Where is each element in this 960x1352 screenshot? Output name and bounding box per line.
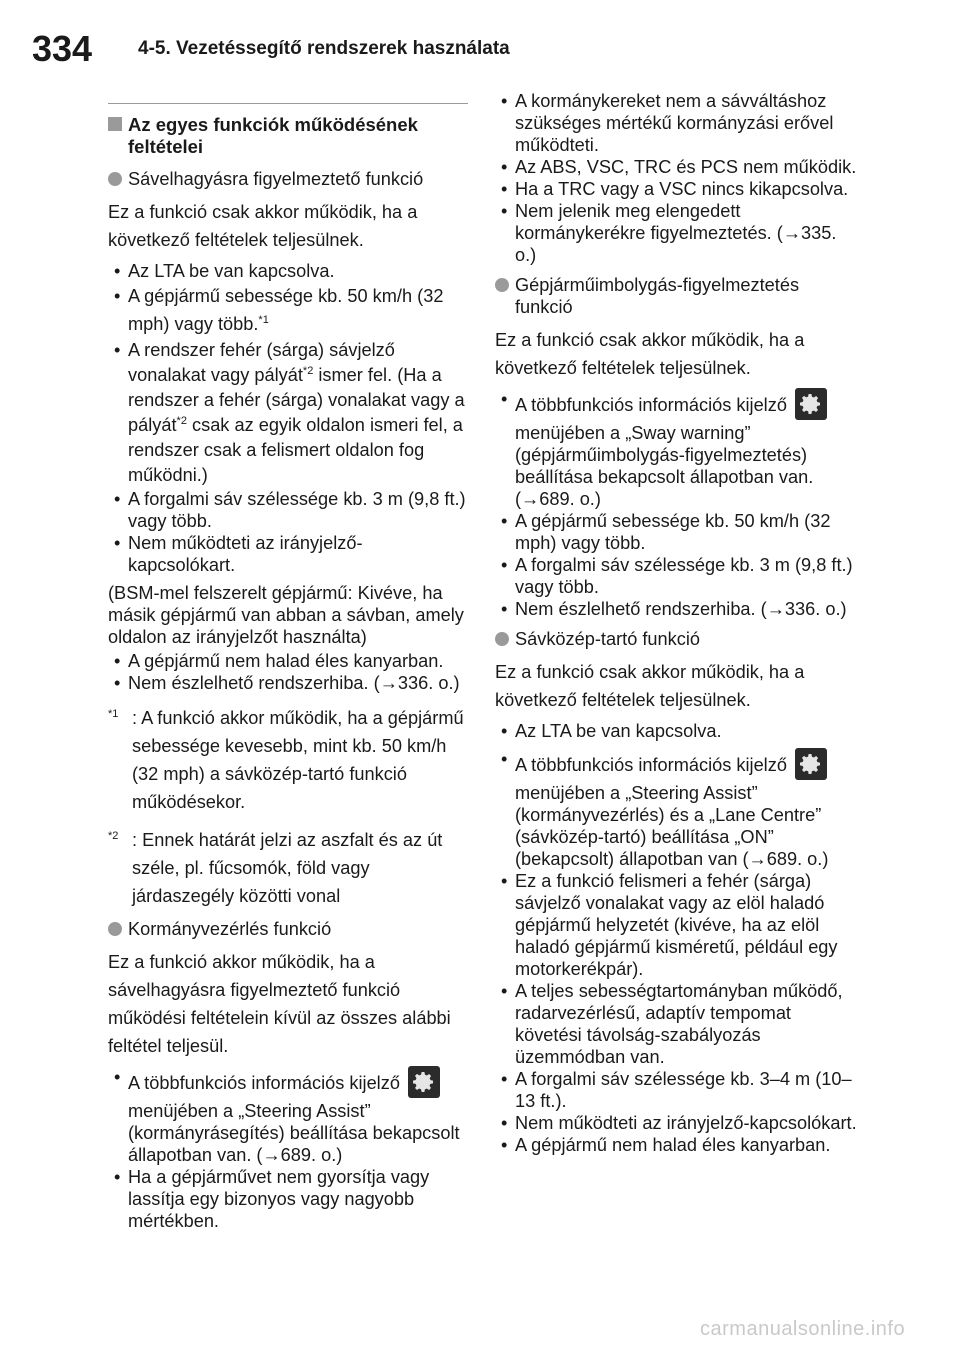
- list-item: • Az LTA be van kapcsolva.: [108, 260, 468, 282]
- list-item: • A teljes sebességtartományban működő, radarvezérlésű, adaptív tempomat követési távolság-szabályozás üzemmódban van.: [495, 980, 860, 1068]
- gear-icon: [795, 388, 827, 420]
- paragraph: (BSM-mel felszerelt gépjármű: Kivéve, ha másik gépjármű van abban a sávban, amely oldalon az irányjelzőt használta): [108, 583, 464, 647]
- circle-bullet-icon: [495, 632, 509, 646]
- section-title: Az egyes funkciók működésének feltételei: [108, 114, 468, 158]
- list-item: • A többfunkciós információs kijelző menüjében a „Steering Assist” (kormányrásegítés) beállítása bekapcsolt állapotban van. (→689. o.): [108, 1066, 468, 1166]
- list-item: • Nem észlelhető rendszerhiba. (→336. o.): [108, 672, 468, 694]
- left-column: [108, 90, 468, 1238]
- footnote: $^{*2}$ : Ennek határát jelzi az aszfalt és az út széle, pl. fűcsomók, föld vagy járdaszegély közötti vonal: [108, 829, 443, 906]
- list-item: • A többfunkciós információs kijelző menüjében a „Sway warning” (gépjárműimbolygás-figyelmeztetés) beállítása bekapcsolt állapotban van. (→689. o.): [495, 388, 860, 510]
- list-item: • Nem jelenik meg elengedett kormánykerékre figyelmeztetés. (→335. o.): [495, 200, 860, 266]
- paragraph: Ez a funkció csak akkor működik, ha a következő feltételek teljesülnek.: [495, 330, 805, 378]
- list-item: • A többfunkciós információs kijelző menüjében a „Steering Assist” (kormányvezérlés) és a „Lane Centre” (sávközép-tartó) beállítása „ON” (bekapcsolt) állapotban van (→689. o.): [495, 748, 860, 870]
- list-item: • A rendszer fehér (sárga) sávjelző vonalakat vagy pályát$^{*2}$ ismer fel. (Ha a rendszer a fehér (sárga) vonalakat vagy a pályát$^{*2}$ csak az egyik oldalon ismeri fel, a rendszer csak a felismert oldalon fog működni.): [108, 338, 468, 488]
- footnote-ref: *2: [176, 414, 187, 427]
- paragraph: Ez a funkció akkor működik, ha a sávelhagyásra figyelmeztető funkció működési feltételein kívül az összes alábbi feltétel teljesül.: [108, 952, 451, 1056]
- list-item: • Az LTA be van kapcsolva.: [495, 720, 860, 742]
- list-item: • Ez a funkció felismeri a fehér (sárga) sávjelző vonalakat vagy az elöl haladó gépjármű helyzetét (kivéve, ha az elöl haladó gépjármű kisméretű, például egy motorkerékpár).: [495, 870, 860, 980]
- condition-list: [495, 720, 860, 1156]
- circle-bullet-icon: [108, 922, 122, 936]
- list-item: • A gépjármű nem halad éles kanyarban.: [108, 650, 468, 672]
- chapter-title: 4-5. Vezetéssegítő rendszerek használata: [138, 38, 510, 59]
- gear-icon: [795, 748, 827, 780]
- subsection-title-lane-departure: Sávelhagyásra figyelmeztető funkció: [108, 168, 468, 190]
- condition-list: [495, 90, 860, 266]
- footnote: $^{*1}$ : A funkció akkor működik, ha a gépjármű sebessége kevesebb, mint kb. 50 km/h (32 mph) a sávközép-tartó funkció működésekor.: [108, 707, 464, 812]
- page-number: 334: [32, 28, 93, 69]
- paragraph: Ez a funkció csak akkor működik, ha a következő feltételek teljesülnek.: [108, 202, 418, 250]
- right-column: [495, 90, 860, 1162]
- gear-icon: [408, 1066, 440, 1098]
- square-bullet-icon: [108, 117, 122, 131]
- list-item: • A gépjármű nem halad éles kanyarban.: [495, 1134, 860, 1156]
- divider: [108, 103, 468, 104]
- list-item: • A forgalmi sáv szélessége kb. 3–4 m (10–13 ft.).: [495, 1068, 860, 1112]
- list-item: • Ha a TRC vagy a VSC nincs kikapcsolva.: [495, 178, 860, 200]
- list-item: • A forgalmi sáv szélessége kb. 3 m (9,8 ft.) vagy több.: [495, 554, 860, 598]
- page-header: [0, 0, 960, 100]
- list-item: • Nem működteti az irányjelző-kapcsolókart.: [108, 532, 468, 576]
- list-item: • Ha a gépjárművet nem gyorsítja vagy lassítja egy bizonyos vagy nagyobb mértékben.: [108, 1166, 468, 1232]
- subsection-title-lane-centre: Sávközép-tartó funkció: [495, 628, 860, 650]
- list-item: • A gépjármű sebessége kb. 50 km/h (32 mph) vagy több.: [495, 510, 860, 554]
- condition-list: [108, 1066, 468, 1232]
- list-item: • Nem észlelhető rendszerhiba. (→336. o.): [495, 598, 860, 620]
- list-item: • A forgalmi sáv szélessége kb. 3 m (9,8 ft.) vagy több.: [108, 488, 468, 532]
- list-item: • Az ABS, VSC, TRC és PCS nem működik.: [495, 156, 860, 178]
- footnote-ref: *2: [302, 364, 314, 377]
- list-item: • Nem működteti az irányjelző-kapcsolókart.: [495, 1112, 860, 1134]
- condition-list: [495, 388, 860, 620]
- footnote-ref: *1: [258, 313, 269, 326]
- subsection-title-steering: Kormányvezérlés funkció: [108, 918, 468, 940]
- circle-bullet-icon: [108, 172, 122, 186]
- condition-list: [108, 260, 468, 576]
- watermark: carmanualsonline.info: [700, 1318, 906, 1340]
- circle-bullet-icon: [495, 278, 509, 292]
- list-item: • A kormánykereket nem a sávváltáshoz szükséges mértékű kormányzási erővel működteti.: [495, 90, 860, 156]
- subsection-title-sway: Gépjárműimbolygás-figyelmeztetés funkció: [495, 274, 860, 318]
- list-item: • A gépjármű sebessége kb. 50 km/h (32 mph) vagy több.$^{*1}$: [108, 282, 468, 338]
- condition-list: [108, 650, 468, 694]
- paragraph: Ez a funkció csak akkor működik, ha a következő feltételek teljesülnek.: [495, 662, 805, 710]
